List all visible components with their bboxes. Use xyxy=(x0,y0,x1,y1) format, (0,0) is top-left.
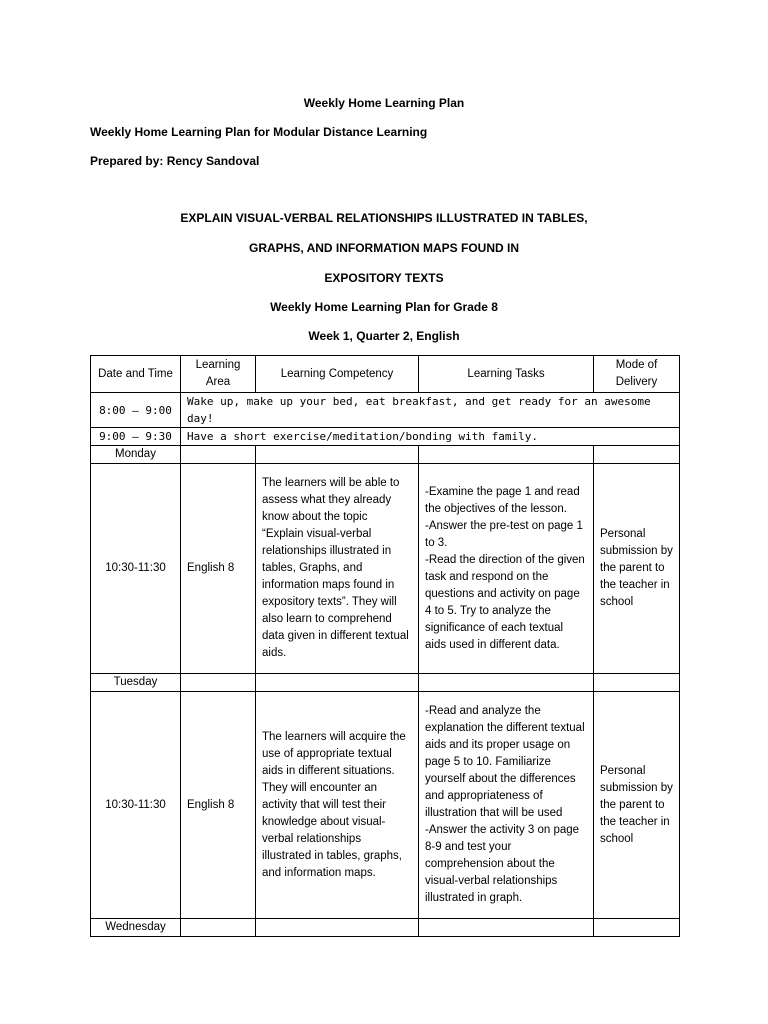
header-learning-competency: Learning Competency xyxy=(256,356,419,393)
routine-activity: Wake up, make up your bed, eat breakfast, and get ready for an awesome day! xyxy=(181,393,680,428)
day-label: Monday xyxy=(91,446,181,464)
routine-time: 8:00 – 9:00 xyxy=(91,393,181,428)
lesson-time: 10:30-11:30 xyxy=(91,464,181,674)
header-date-time: Date and Time xyxy=(91,356,181,393)
lesson-delivery: Personal submission by the parent to the teacher in school xyxy=(594,464,680,674)
day-row-monday xyxy=(91,446,680,464)
lesson-area: English 8 xyxy=(181,692,256,919)
header-learning-area: Learning Area xyxy=(181,356,256,393)
day-row-tuesday xyxy=(91,674,680,692)
heading-line-3: EXPOSITORY TEXTS xyxy=(324,271,444,285)
lesson-area: English 8 xyxy=(181,464,256,674)
prepared-by: Prepared by: Rency Sandoval xyxy=(90,154,260,168)
routine-time: 9:00 – 9:30 xyxy=(91,428,181,446)
lesson-tasks: -Examine the page 1 and read the objectives of the lesson. -Answer the pre-test on page 1 to 3. -Read the direction of the given task and respond on the questions and activity on page 4 to 5. Try to analyze the significance of each textual aids used in different data. xyxy=(419,464,594,674)
lesson-tasks: -Read and analyze the explanation the different textual aids and its proper usage on page 5 to 10. Familiarize yourself about the differences and appropriateness of illustration that will be used -Answer the activity 3 on page 8-9 and test your comprehension about the visual-verbal relationships illustrated in graph. xyxy=(419,692,594,919)
heading-line-1: EXPLAIN VISUAL-VERBAL RELATIONSHIPS ILLUSTRATED IN TABLES, xyxy=(180,211,588,225)
lesson-row-monday xyxy=(91,464,680,674)
routine-row xyxy=(91,393,680,428)
learning-plan-table xyxy=(90,355,680,937)
routine-activity: Have a short exercise/meditation/bonding with family. xyxy=(181,428,680,446)
table-header-row xyxy=(91,356,680,393)
day-row-wednesday xyxy=(91,919,680,937)
lesson-time: 10:30-11:30 xyxy=(91,692,181,919)
day-label: Wednesday xyxy=(91,919,181,937)
heading-line-2: GRAPHS, AND INFORMATION MAPS FOUND IN xyxy=(249,241,519,255)
lesson-row-tuesday xyxy=(91,692,680,919)
header-learning-tasks: Learning Tasks xyxy=(419,356,594,393)
lesson-delivery: Personal submission by the parent to the teacher in school xyxy=(594,692,680,919)
document-subtitle: Weekly Home Learning Plan for Modular Distance Learning xyxy=(90,125,428,139)
routine-row xyxy=(91,428,680,446)
day-label: Tuesday xyxy=(91,674,181,692)
lesson-competency: The learners will acquire the use of appropriate textual aids in different situations. They will encounter an activity that will test their knowledge about visual-verbal relationships illustrated in tables, graphs, and information maps. xyxy=(256,692,419,919)
week-line: Week 1, Quarter 2, English xyxy=(308,329,460,343)
document-title: Weekly Home Learning Plan xyxy=(303,96,465,110)
grade-line: Weekly Home Learning Plan for Grade 8 xyxy=(270,300,498,314)
header-mode-of-delivery: Mode of Delivery xyxy=(594,356,680,393)
lesson-competency: The learners will be able to assess what they already know about the topic “Explain visual-verbal relationships illustrated in tables, Graphs, and information maps found in expository texts”. They will also learn to comprehend data given in different textual aids. xyxy=(256,464,419,674)
